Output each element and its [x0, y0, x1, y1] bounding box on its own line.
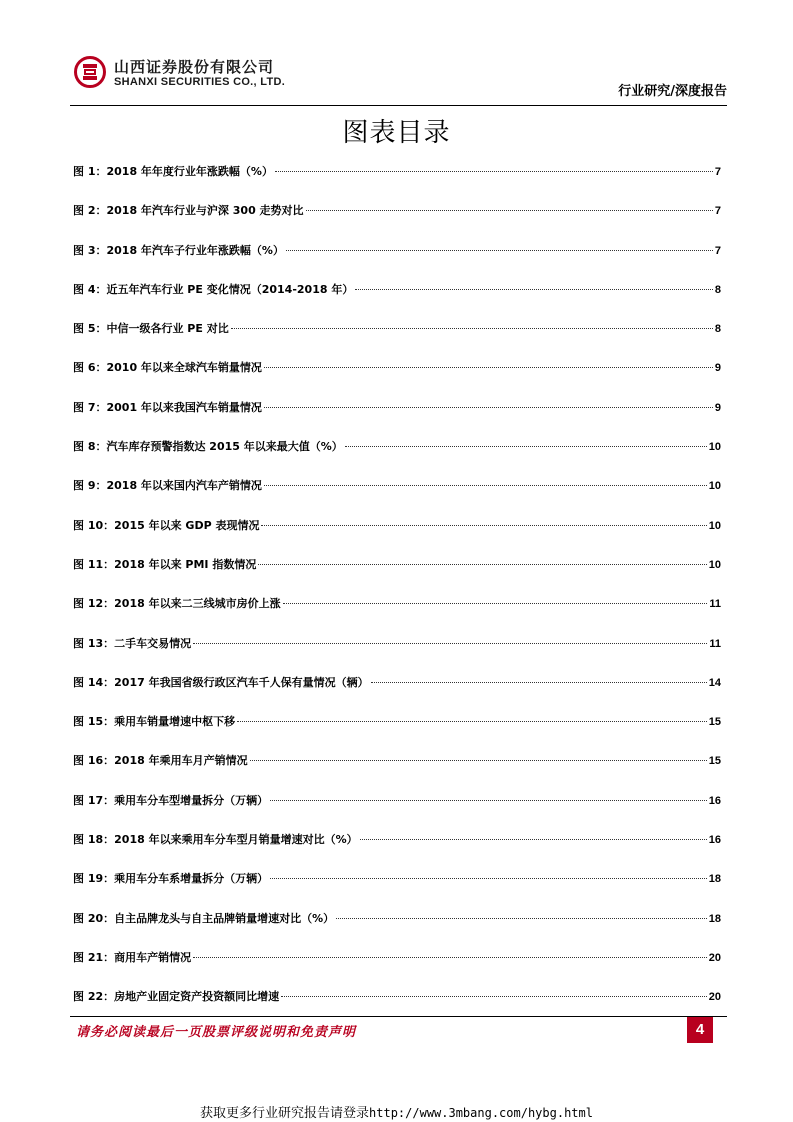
toc-dot-leader — [286, 250, 713, 251]
promo-link[interactable]: http://www.3mbang.com/hybg.html — [369, 1106, 593, 1120]
page-title: 图表目录 — [342, 118, 451, 148]
toc-dot-leader — [345, 446, 707, 447]
disclaimer-text: 请务必阅读最后一页股票评级说明和免责声明 — [76, 1025, 357, 1040]
promo-line — [0, 1102, 793, 1121]
toc-entry-page: 9 — [714, 362, 721, 375]
toc-dot-leader — [283, 603, 708, 604]
toc-entry-page: 8 — [714, 283, 721, 296]
toc-entry-page: 20 — [708, 951, 721, 964]
toc-entry[interactable] — [73, 749, 721, 788]
toc-entry-page: 10 — [708, 519, 721, 532]
toc-entry-page: 7 — [714, 244, 721, 257]
toc-dot-leader — [281, 996, 707, 997]
toc-entry[interactable] — [73, 632, 721, 671]
toc-entry-page: 18 — [708, 912, 721, 925]
company-logo-icon — [74, 56, 106, 88]
toc-entry-page: 11 — [709, 598, 721, 611]
toc-entry-page: 16 — [708, 794, 721, 807]
toc-entry[interactable] — [73, 278, 721, 317]
toc-entry-label: 图 18：2018 年以来乘用车分车型月销量增速对比（%） — [73, 833, 358, 847]
toc-entry-label: 图 7：2001 年以来我国汽车销量情况 — [73, 400, 262, 414]
toc-entry[interactable] — [73, 946, 721, 985]
toc-dot-leader — [275, 171, 713, 172]
toc-dot-leader — [264, 407, 713, 408]
toc-entry-label: 图 17：乘用车分车型增量拆分（万辆） — [73, 793, 269, 807]
toc-entry[interactable] — [73, 514, 721, 553]
toc-dot-leader — [336, 918, 707, 919]
toc-entry[interactable] — [73, 710, 721, 749]
toc-entry-label: 图 4：近五年汽车行业 PE 变化情况（2014-2018 年） — [73, 282, 354, 296]
toc-dot-leader — [231, 328, 713, 329]
toc-entry[interactable] — [73, 356, 721, 395]
toc-entry-label: 图 1：2018 年年度行业年涨跌幅（%） — [73, 165, 273, 178]
toc-dot-leader — [264, 485, 707, 486]
toc-entry-label: 图 15：乘用车销量增速中枢下移 — [73, 715, 236, 729]
toc-entry-label: 图 19：乘用车分车系增量拆分（万辆） — [73, 872, 269, 886]
toc-entry[interactable] — [73, 239, 721, 278]
toc-entry-label: 图 11：2018 年以来 PMI 指数情况 — [73, 557, 257, 571]
toc-entry-page: 15 — [708, 755, 721, 768]
toc-entry[interactable] — [73, 553, 721, 592]
toc-entry-page: 16 — [708, 834, 721, 847]
toc-entry[interactable] — [73, 789, 721, 828]
toc-entry[interactable] — [73, 907, 721, 946]
toc-entry-label: 图 21：商用车产销情况 — [73, 950, 192, 964]
toc-entry-page: 10 — [708, 558, 721, 571]
toc-entry-label: 图 8：汽车库存预警指数达 2015 年以来最大值（%） — [73, 440, 343, 454]
toc-entry[interactable] — [73, 474, 721, 513]
toc-entry-page: 7 — [714, 205, 721, 218]
toc-dot-leader — [258, 564, 706, 565]
toc-entry[interactable] — [73, 396, 721, 435]
toc-entry-page: 7 — [714, 166, 721, 178]
toc-entry-label: 图 20：自主品牌龙头与自主品牌销量增速对比（%） — [73, 911, 335, 925]
toc-entry-page: 18 — [708, 873, 721, 886]
toc-dot-leader — [193, 957, 707, 958]
figure-index-list — [73, 160, 721, 1025]
toc-entry-label: 图 6：2010 年以来全球汽车销量情况 — [73, 361, 262, 375]
toc-entry-label: 图 3：2018 年汽车子行业年涨跌幅（%） — [73, 243, 284, 257]
toc-dot-leader — [237, 721, 707, 722]
header-divider — [70, 105, 727, 106]
toc-entry[interactable] — [73, 671, 721, 710]
toc-entry-page: 11 — [709, 637, 721, 650]
toc-dot-leader — [261, 525, 706, 526]
toc-dot-leader — [306, 210, 713, 211]
toc-dot-leader — [355, 289, 713, 290]
toc-entry[interactable] — [73, 199, 721, 238]
toc-dot-leader — [270, 800, 707, 801]
report-type: 行业研究/深度报告 — [618, 84, 727, 99]
toc-entry-page: 9 — [714, 401, 721, 414]
toc-entry-label: 图 12：2018 年以来二三线城市房价上涨 — [73, 597, 281, 611]
toc-entry-label: 图 14：2017 年我国省级行政区汽车千人保有量情况（辆） — [73, 675, 369, 689]
toc-entry[interactable] — [73, 828, 721, 867]
toc-entry-label: 图 22：房地产业固定资产投资额同比增速 — [73, 990, 280, 1004]
page-header — [0, 0, 793, 110]
toc-entry-label: 图 13：二手车交易情况 — [73, 636, 192, 650]
toc-entry-label: 图 2：2018 年汽车行业与沪深 300 走势对比 — [73, 204, 304, 218]
toc-entry-page: 8 — [714, 323, 721, 336]
footer-divider — [70, 1016, 727, 1017]
page-number-badge: 4 — [687, 1017, 713, 1043]
toc-entry-page: 14 — [708, 676, 721, 689]
toc-dot-leader — [250, 760, 707, 761]
toc-entry[interactable] — [73, 867, 721, 906]
toc-entry-label: 图 9：2018 年以来国内汽车产销情况 — [73, 479, 262, 493]
toc-entry-label: 图 5：中信一级各行业 PE 对比 — [73, 322, 229, 336]
toc-entry-page: 10 — [708, 441, 721, 454]
toc-dot-leader — [270, 878, 707, 879]
toc-entry-page: 10 — [708, 480, 721, 493]
toc-entry-page: 20 — [708, 991, 721, 1004]
toc-dot-leader — [360, 839, 707, 840]
toc-dot-leader — [371, 682, 707, 683]
toc-entry[interactable] — [73, 592, 721, 631]
toc-entry-label: 图 16：2018 年乘用车月产销情况 — [73, 754, 248, 768]
toc-dot-leader — [193, 643, 707, 644]
toc-entry-label: 图 10：2015 年以来 GDP 表现情况 — [73, 518, 260, 532]
toc-entry[interactable] — [73, 160, 721, 199]
toc-dot-leader — [264, 367, 713, 368]
company-name-cn: 山西证券股份有限公司 — [114, 58, 275, 76]
toc-entry[interactable] — [73, 317, 721, 356]
toc-entry[interactable] — [73, 985, 721, 1024]
promo-text: 获取更多行业研究报告请登录 — [200, 1106, 370, 1121]
toc-entry-page: 15 — [708, 716, 721, 729]
company-name-en: SHANXI SECURITIES CO., LTD. — [114, 76, 286, 88]
toc-entry[interactable] — [73, 435, 721, 474]
